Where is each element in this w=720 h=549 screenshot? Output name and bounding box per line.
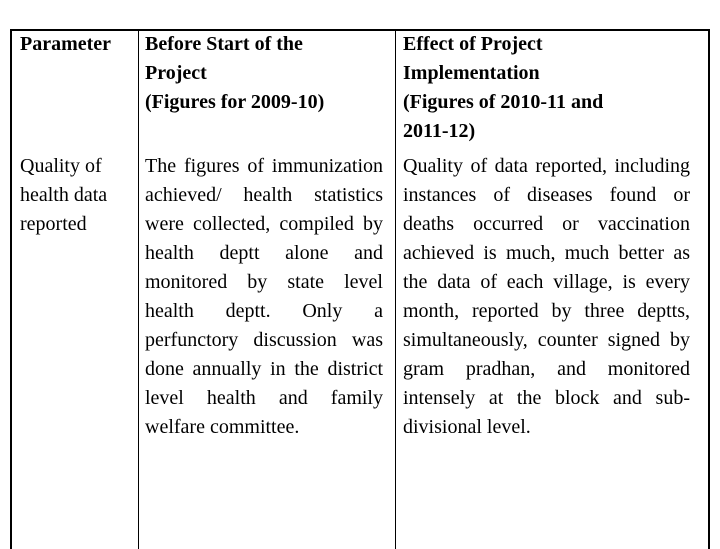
- column-divider: [138, 29, 139, 549]
- header-before-project: Before Start of the Project (Figures for 2009-10): [145, 33, 325, 113]
- column-divider: [395, 29, 396, 549]
- row-parameter-cell: Quality of health data reported: [20, 155, 108, 235]
- header-effect-of-project: Effect of Project Implementation (Figures of 2010-11 and 2011-12): [403, 33, 604, 142]
- row-before-cell: The figures of immunization achieved/ health statistics were collected, compiled by health deptt alone and monitored by state level health deptt. Only a perfunctory discussion was done annually in the district level health and family welfare committee.: [145, 155, 383, 438]
- row-effect-cell: Quality of data reported, including instances of diseases found or deaths occurred or vaccination achieved is much, much better as the data of each village, is every month, reported by three deptts, simultaneously, counter signed by gram pradhan, and monitored intensely at the block and sub-divisional level.: [403, 155, 690, 438]
- header-parameter: Parameter: [20, 33, 112, 55]
